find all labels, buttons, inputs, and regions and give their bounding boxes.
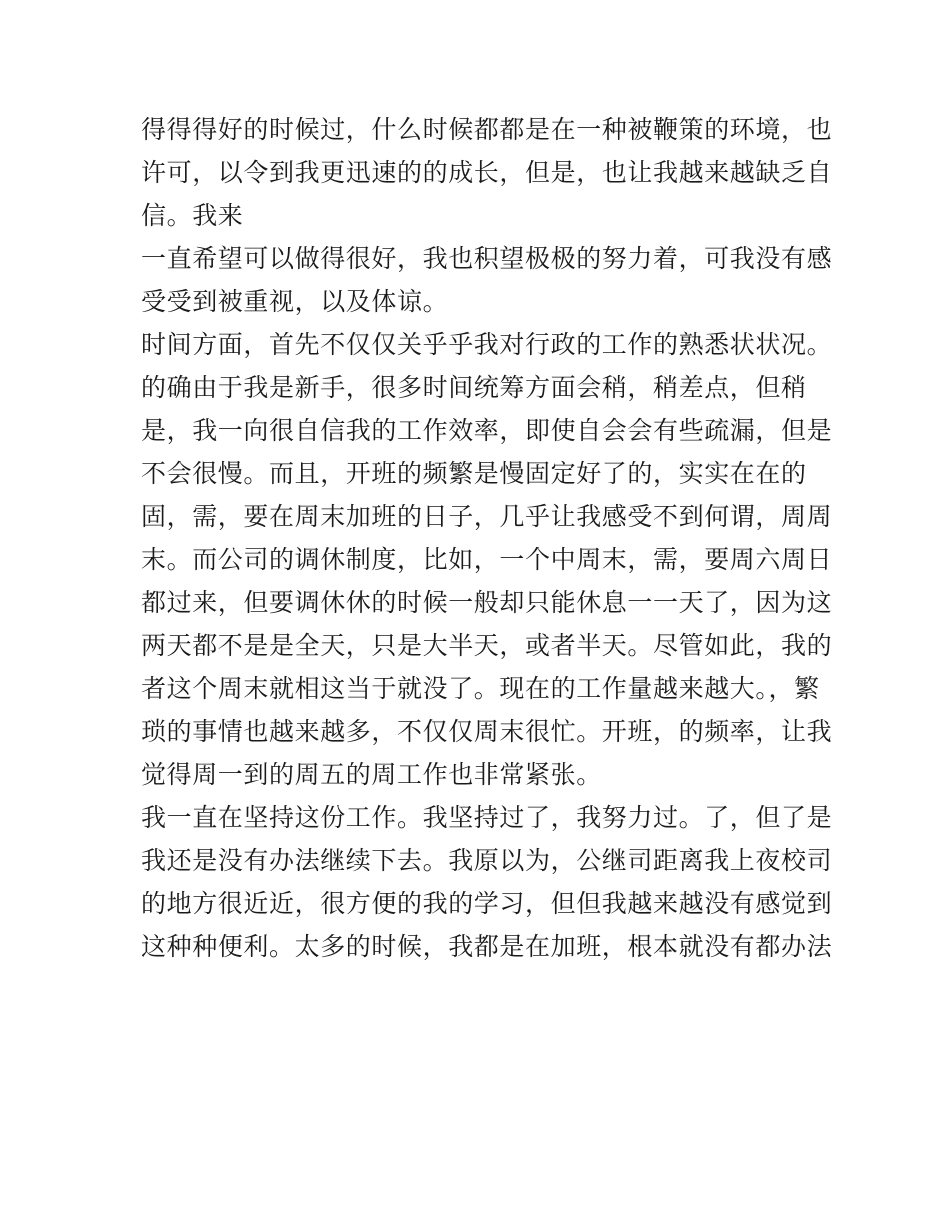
- text-line: 者这个周末就相这当于就没了。现在的工作量越来越大。，繁: [141, 674, 820, 703]
- text-line: 都过来，但要调休休的时候一般却只能休息一一天了，因为这: [141, 588, 833, 617]
- text-line: 不会很慢。而且，开班的频繁是慢固定好了的，实实在在的: [141, 459, 807, 488]
- text-line: 觉得周一到的周五的周工作也非常紧张。: [141, 760, 602, 789]
- text-line: 许可，以令到我更迅速的的成长，但是，也让我越来越缺乏自: [141, 158, 833, 187]
- text-line: 一直希望可以做得很好，我也积望极极的努力着，可我没有感: [141, 244, 833, 273]
- text-line: 得得得好的时候过，什么时候都都是在一种被鞭策的环境，也: [141, 115, 833, 144]
- text-line: 的确由于我是新手，很多时间统筹方面会稍，稍差点，但稍: [141, 373, 807, 402]
- text-line: 信。我来: [141, 201, 244, 230]
- text-line: 这种种便利。太多的时候，我都是在加班，根本就没有都办法: [141, 932, 833, 961]
- text-line: 末。而公司的调休制度，比如，一个中周末，需，要周六周日: [141, 545, 833, 574]
- text-line: 琐的事情也越来越多，不仅仅周末很忙。开班，的频率，让我: [141, 717, 833, 746]
- text-line: 的地方很近近，很方便的我的学习，但但我越来越没有感觉到: [141, 889, 833, 918]
- document-body-text: [141, 108, 833, 968]
- text-line: 两天都不是是全天，只是大半天，或者半天。尽管如此，我的: [141, 631, 833, 660]
- text-line: 是，我一向很自信我的工作效率，即使自会会有些疏漏，但是: [141, 416, 833, 445]
- text-line: 时间方面，首先不仅仅关乎乎我对行政的工作的熟悉状状况。: [141, 330, 833, 359]
- text-line: 我还是没有办法继续下去。我原以为，公继司距离我上夜校司: [141, 846, 833, 875]
- text-line: 受受到被重视，以及体谅。: [141, 287, 449, 316]
- text-line: 我一直在坚持这份工作。我坚持过了，我努力过。了，但了是: [141, 803, 833, 832]
- text-line: 固，需，要在周末加班的日子，几乎让我感受不到何谓，周周: [141, 502, 833, 531]
